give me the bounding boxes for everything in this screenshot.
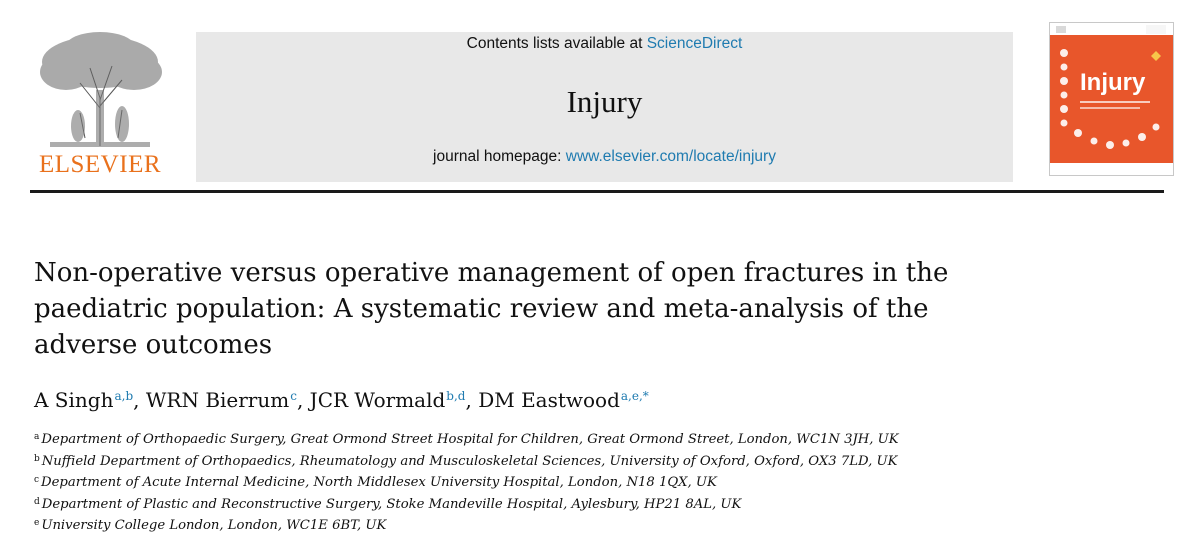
journal-title: Injury [566,84,643,119]
author[interactable]: WRN Bierrum$^c$ [145,388,297,412]
contents-prefix: Contents lists available at [466,35,643,52]
author-affiliation-marks[interactable]: a,b [114,389,134,403]
author-affiliation-marks[interactable]: b,d [446,389,466,403]
author[interactable]: JCR Wormald$^{b,d}$ [309,388,466,412]
affiliation-item: $^c$ Department of Acute Internal Medicine, North Middlesex University Hospital, London, N18 1QX, UK [34,475,717,490]
cover-title: Injury [1080,69,1146,96]
article-title: Non-operative versus operative management of open fractures in the paediatric population: A systematic review and meta-analysis of the adverse outcomes [34,258,949,360]
author-list: A Singh$^{a,b}$, WRN Bierrum$^c$, JCR Wormald$^{b,d}$, DM Eastwood$^{a,e,*}$ [34,388,649,412]
tree-icon [30,28,170,150]
homepage-link[interactable]: www.elsevier.com/locate/injury [565,148,776,165]
author[interactable]: A Singh$^{a,b}$ [34,388,134,412]
affiliation-list [34,428,899,536]
author[interactable]: DM Eastwood$^{a,e,*}$ [478,388,649,412]
homepage-line [196,148,1013,166]
cover-graphics-icon [1050,23,1173,175]
homepage-prefix: journal homepage: [433,148,562,165]
author-affiliation-marks[interactable]: c [290,389,297,403]
contents-line [196,35,1013,53]
affiliation-item: $^b$ Nuffield Department of Orthopaedics, Rheumatology and Musculoskeletal Sciences, University of Oxford, Oxford, OX3 7LD, UK [34,453,898,469]
journal-header [0,0,1200,210]
elsevier-logo[interactable] [30,28,170,183]
elsevier-wordmark: ELSEVIER [38,151,162,178]
sciencedirect-link[interactable]: ScienceDirect [646,35,743,52]
affiliation-item: $^a$ Department of Orthopaedic Surgery, Great Ormond Street Hospital for Children, Great Ormond Street, London, WC1N 3JH, UK [34,432,899,447]
journal-cover[interactable] [1049,22,1174,176]
author-affiliation-marks[interactable]: a,e,* [620,389,649,403]
header-rule [30,190,1164,193]
affiliation-item: $^e$ University College London, London, WC1E 6BT, UK [34,518,387,533]
journal-banner [196,32,1013,182]
affiliation-item: $^d$ Department of Plastic and Reconstructive Surgery, Stoke Mandeville Hospital, Aylesbury, HP21 8AL, UK [34,496,742,512]
